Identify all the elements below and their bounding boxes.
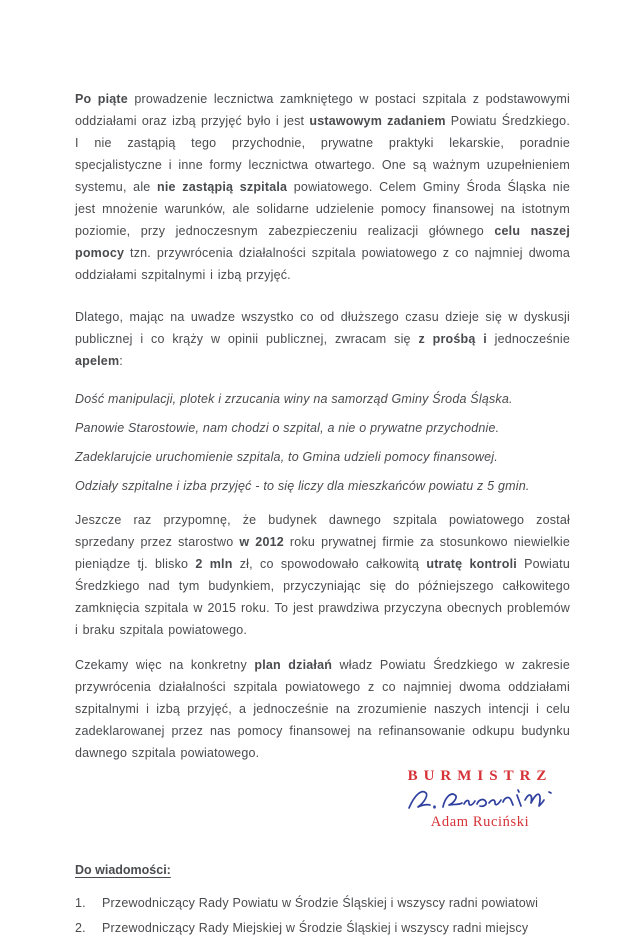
paragraph-jeszcze-raz [75, 509, 570, 641]
statement-line-4: Odziały szpitalne i izba przyjęć - to się liczy dla mieszkańców powiatu z 5 gmin. [75, 479, 530, 493]
text-run: Po piąte [75, 92, 128, 106]
signature-block [400, 768, 560, 831]
text-run: z prośbą i [418, 332, 487, 346]
text-run: celu naszej pomocy [75, 224, 571, 260]
text-run: prowadzenie lecznictwa zamkniętego w postaci szpitala z podstawowymi oddziałami oraz izbą przyjęć było i jest [75, 92, 570, 128]
cc-item-1 [75, 891, 570, 916]
text-run: jednocześnie [486, 332, 570, 346]
text-run: plan działań [254, 658, 333, 672]
statement-line-1: Dość manipulacji, plotek i zrzucania winy na samorząd Gminy Środa Śląska. [75, 392, 513, 406]
cc-item-number: 1. [75, 896, 86, 910]
handwritten-signature [405, 786, 555, 814]
cc-item-text: Przewodniczący Rady Powiatu w Środzie Śląskiej i wszyscy radni powiatowi [102, 896, 539, 910]
text-run: Powiatu Średzkiego nad tym budynkiem, przyczyniając się do późniejszego całkowitego zamknięcia szpitala w 2015 roku. To jest prawdziwa przyczyna obecnych problemów i braku szpitala powiatowego. [75, 557, 570, 637]
text-run: nie zastąpią szpitala [157, 180, 288, 194]
mayor-title-stamp: BURMISTRZ [407, 768, 553, 784]
cc-item-number: 2. [75, 921, 86, 935]
paragraph-po-piate [75, 88, 570, 286]
cc-item-2 [75, 916, 570, 941]
text-run: : [119, 354, 123, 368]
statement-line-3: Zadeklarujcie uruchomienie szpitala, to Gmina udzieli pomocy finansowej. [75, 450, 498, 464]
statement-line-2: Panowie Starostowie, nam chodzi o szpital, a nie o prywatne przychodnie. [75, 421, 500, 435]
text-run: utratę kontroli [426, 557, 517, 571]
signature-row [75, 768, 560, 831]
cc-item-text: Przewodniczący Rady Miejskiej w Środzie Śląskiej i wszyscy radni miejscy [102, 921, 529, 935]
paragraph-czekamy [75, 654, 570, 764]
text-run: roku prywatnej firmie za stosunkowo niewielkie pieniądze tj. blisko [75, 535, 570, 571]
text-run: powiatowego. Celem Gminy Środa Śląska nie jest mnożenie warunków, ale solidarne udzielenie pomocy finansowej na istotnym poziomie, przy jednoczesnym zabezpieczeniu realizacji głównego [75, 180, 571, 238]
text-run: Jeszcze raz przypomnę, że budynek dawnego szpitala powiatowego został sprzedany przez starostwo [75, 513, 570, 549]
text-run: apelem [75, 354, 120, 368]
text-run: władz Powiatu Średzkiego w zakresie przywrócenia działalności szpitala powiatowego z co najmniej dwoma oddziałami szpitalnymi i izbą przyjęć, a jednocześnie na zrozumienie naszych intencji i celu zadeklarowanej przez nas pomocy finansowej na refinansowanie odkupu budynku dawnego szpitala powiatowego. [75, 658, 571, 760]
text-run: Czekamy więc na konkretny [75, 658, 255, 672]
cc-list [75, 891, 570, 941]
text-run: zł, co spowodowało całkowitą [232, 557, 427, 571]
mayor-name: Adam Ruciński [430, 814, 530, 830]
paragraph-dlatego [75, 306, 570, 372]
text-run: w 2012 [239, 535, 284, 549]
text-run: ustawowym zadaniem [309, 114, 446, 128]
statements-block [75, 388, 570, 497]
text-run: Dlatego, mając na uwadze wszystko co od dłuższego czasu dzieje się w dyskusji publicznej i co krąży w opinii publicznej, zwracam się [75, 310, 570, 346]
text-run: Powiatu Średzkiego. I nie zastąpią tego przychodnie, prywatne praktyki lekarskie, poradnie specjalistyczne i inne formy lecznictwa otwartego. One są ważnym uzupełnieniem systemu, ale [75, 114, 570, 194]
text-run: tzn. przywrócenia działalności szpitala powiatowego z co najmniej dwoma oddziałami szpitalnymi i izbą przyjęć. [75, 246, 570, 282]
cc-heading: Do wiadomości: [75, 863, 171, 877]
text-run: 2 mln [195, 557, 233, 571]
